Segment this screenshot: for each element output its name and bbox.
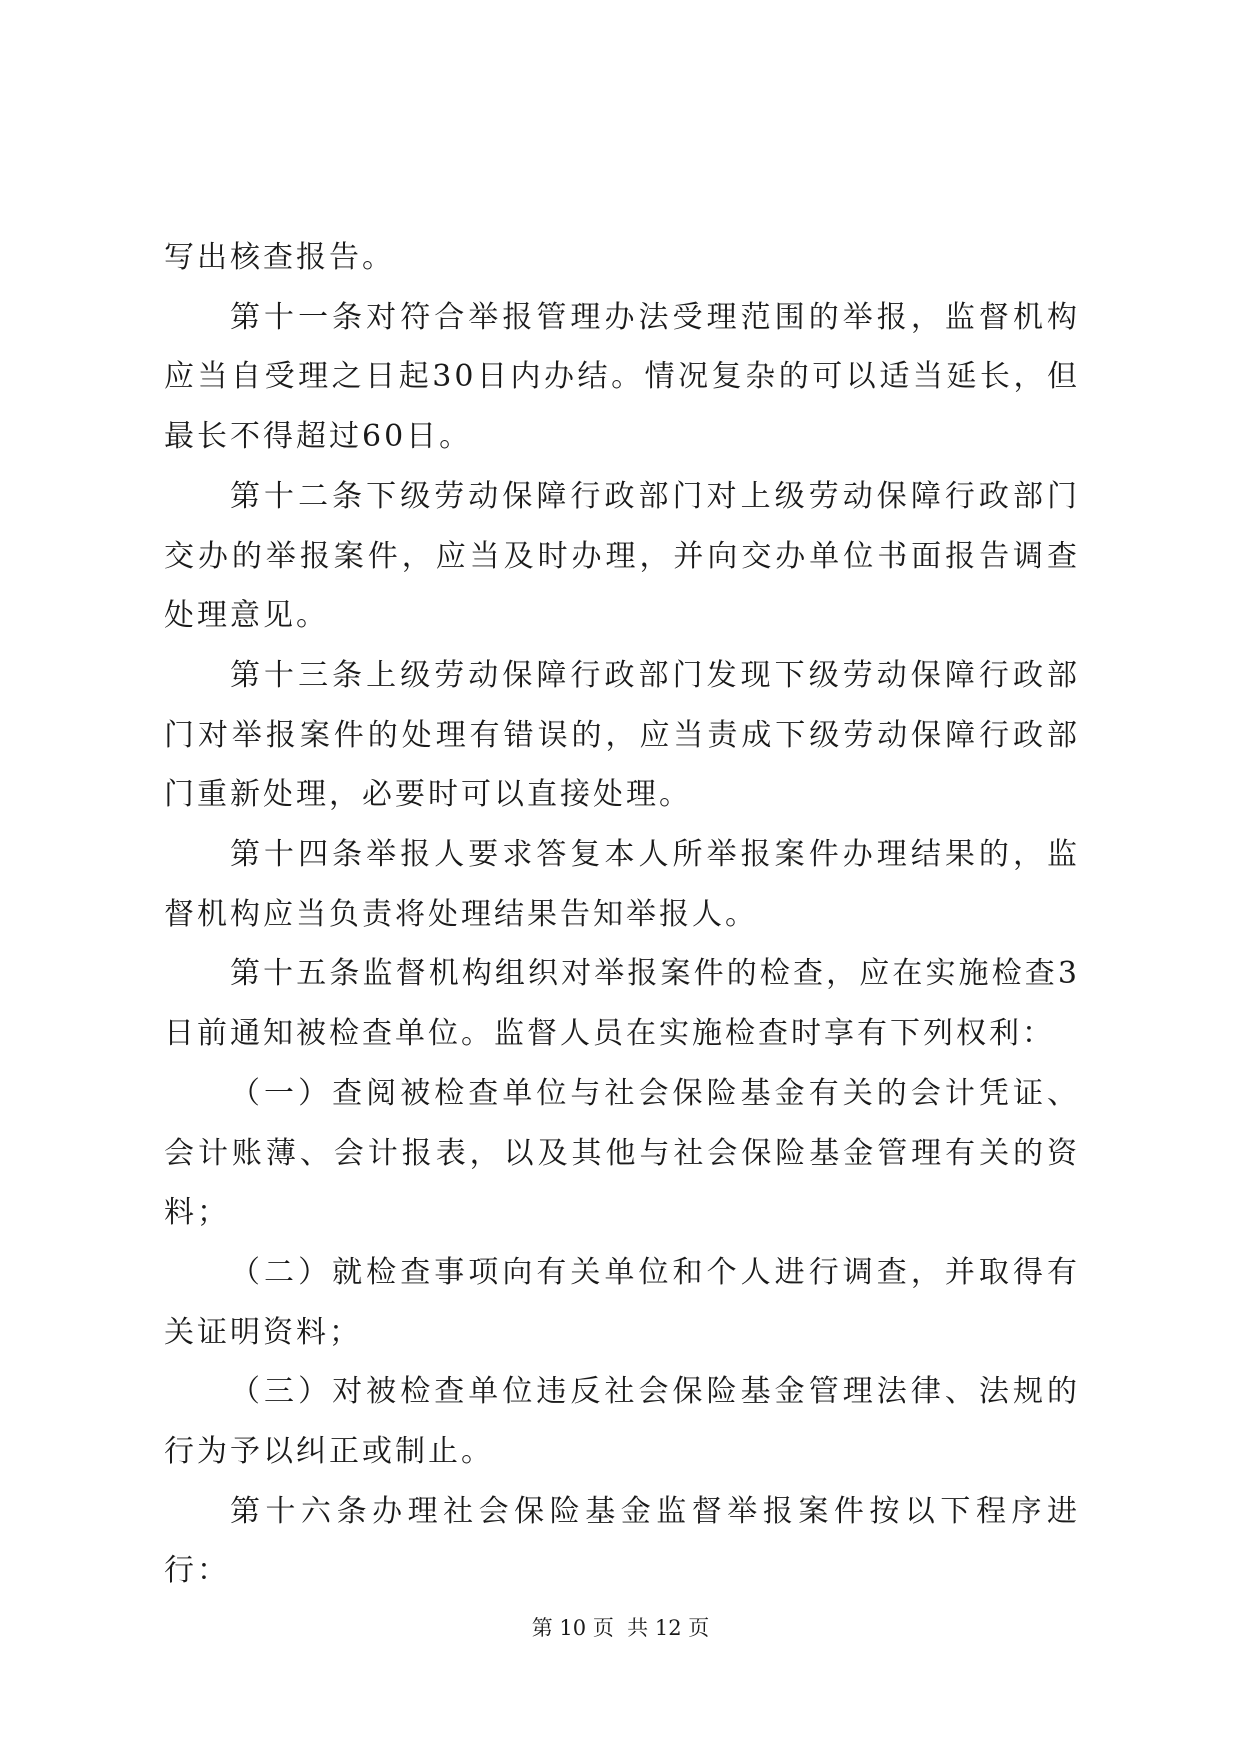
paragraph-item-2: （二）就检查事项向有关单位和个人进行调查，并取得有关证明资料； — [164, 1254, 1080, 1350]
paragraph-article-14: 第十四条举报人要求答复本人所举报案件办理结果的，监督机构应当负责将处理结果告知举报人。 — [164, 837, 1080, 932]
paragraph-article-12: 第十二条下级劳动保障行政部门对上级劳动保障行政部门交办的举报案件，应当及时办理，并向交办单位书面报告调查处理意见。 — [164, 478, 1080, 634]
paragraph-item-1: （一）查阅被检查单位与社会保险基金有关的会计凭证、会计账薄、会计报表，以及其他与社会保险基金管理有关的资料； — [164, 1075, 1080, 1231]
page-footer — [0, 1612, 1241, 1642]
paragraph-article-16: 第十六条办理社会保险基金监督举报案件按以下程序进行： — [164, 1493, 1080, 1589]
paragraph-1: 写出核查报告。 — [164, 240, 395, 275]
paragraph-article-13: 第十三条上级劳动保障行政部门发现下级劳动保障行政部门对举报案件的处理有错误的，应当责成下级劳动保障行政部门重新处理，必要时可以直接处理。 — [164, 657, 1080, 813]
paragraph-article-15: 第十五条监督机构组织对举报案件的检查，应在实施检查3日前通知被检查单位。监督人员在实施检查时享有下列权利： — [164, 956, 1080, 1052]
paragraph-article-11: 第十一条对符合举报管理办法受理范围的举报，监督机构应当自受理之日起30日内办结。情况复杂的可以适当延长，但最长不得超过60日。 — [164, 299, 1080, 455]
page-number: 第 10 页 共 12 页 — [531, 1616, 710, 1640]
paragraph-item-3: （三）对被检查单位违反社会保险基金管理法律、法规的行为予以纠正或制止。 — [164, 1374, 1080, 1470]
body-text — [164, 228, 1080, 1601]
